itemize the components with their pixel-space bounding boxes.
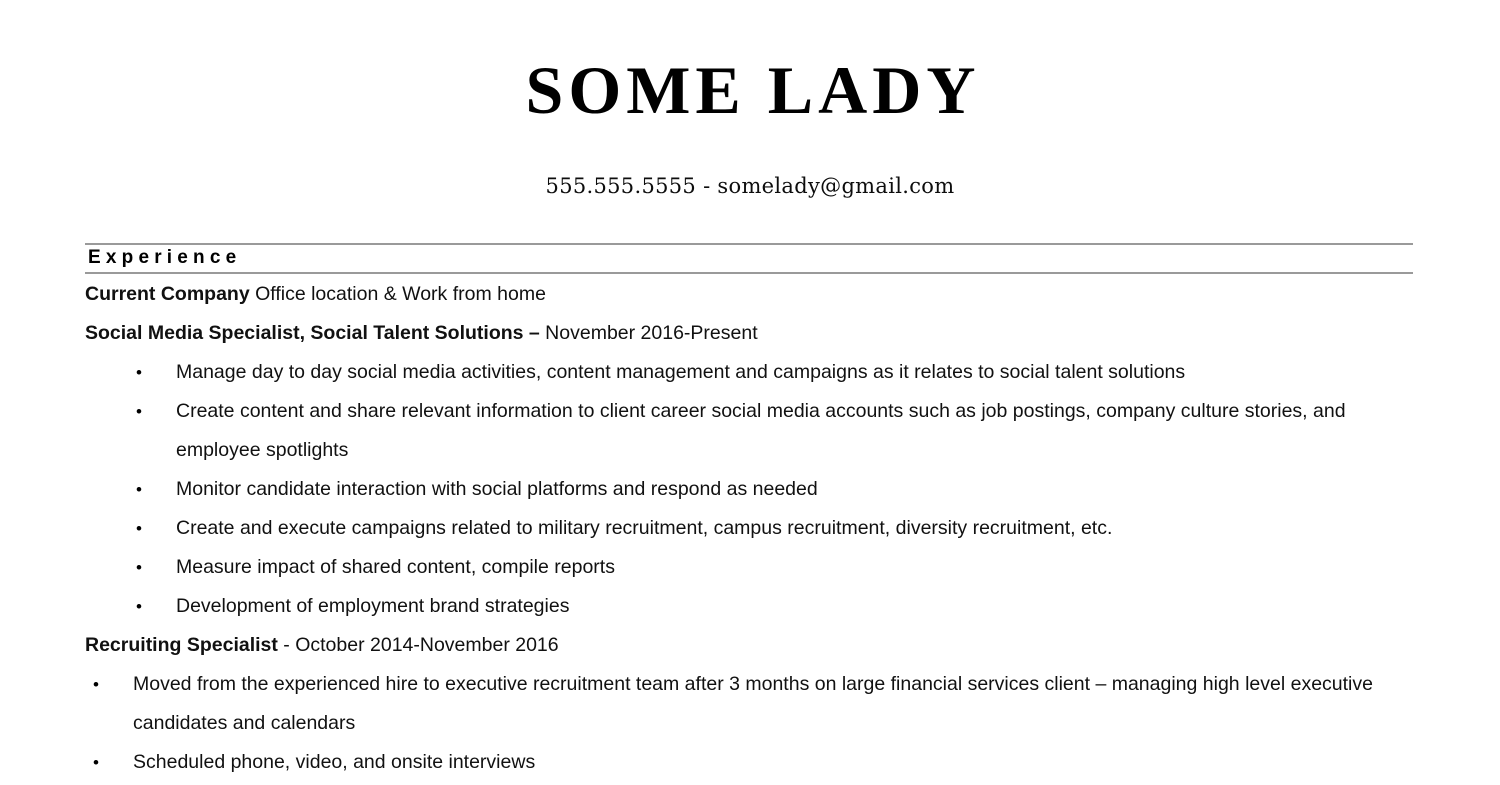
role-dates: November 2016-Present — [539, 322, 758, 344]
role-title: Social Media Specialist, Social Talent Solutions – — [85, 322, 540, 344]
role-dates: - October 2014-November 2016 — [277, 634, 559, 656]
list-item: • Measure impact of shared content, compile reports — [85, 548, 1415, 587]
company-line — [85, 275, 1415, 314]
list-item: • Moved from the experienced hire to executive recruitment team after 3 months on large financial services client – managing high level executive candidates and calendars — [85, 665, 1383, 743]
role-2-bullet-list — [85, 665, 1415, 782]
list-item: • Scheduled phone, video, and onsite interviews — [85, 743, 1415, 782]
list-item: • Manage day to day social media activities, content management and campaigns as it relates to social talent solutions — [85, 353, 1415, 392]
company-location: Office location & Work from home — [249, 283, 546, 305]
section-heading-rule — [85, 243, 1413, 274]
role-1-bullet-list — [85, 353, 1415, 626]
section-experience — [0, 243, 1500, 274]
role-title-line — [85, 626, 1415, 665]
experience-body — [0, 275, 1500, 782]
list-item: • Monitor candidate interaction with social platforms and respond as needed — [85, 470, 1415, 509]
candidate-name: SOME LADY — [525, 52, 981, 128]
role-title-line — [85, 314, 1415, 353]
list-item: • Create and execute campaigns related to military recruitment, campus recruitment, diversity recruitment, etc. — [85, 509, 1415, 548]
resume-header — [0, 0, 1500, 197]
section-title-experience: Experience — [88, 247, 242, 268]
contact-line: 555.555.5555 - somelady@gmail.com — [545, 174, 955, 198]
list-item: • Create content and share relevant information to client career social media accounts such as job postings, company culture stories, and employee spotlights — [85, 392, 1376, 470]
list-item: • Development of employment brand strategies — [85, 587, 1415, 626]
company-name: Current Company — [85, 283, 250, 305]
role-title: Recruiting Specialist — [85, 634, 278, 656]
